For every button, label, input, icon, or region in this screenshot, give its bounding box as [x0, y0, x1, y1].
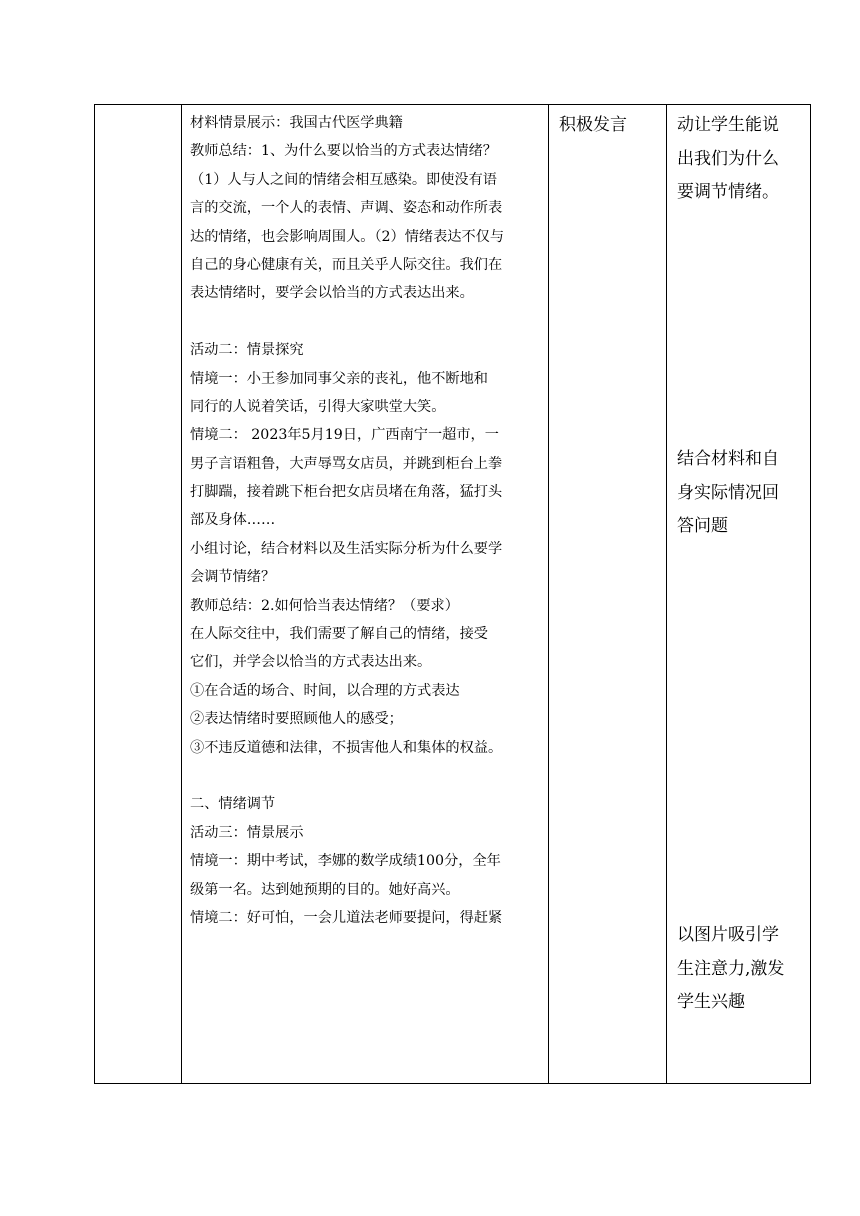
text-line: 活动二：情景探究 — [190, 342, 304, 359]
student-activity-cell — [549, 105, 667, 1084]
student-activity-text: 积极发言 — [559, 115, 627, 135]
design-intent-line: 生注意力,激发 — [677, 958, 785, 979]
section-column-cell — [95, 105, 182, 1084]
teacher-activity-text — [190, 109, 542, 932]
text-line: ②表达情绪时要照顾他人的感受； — [190, 711, 403, 728]
text-line: 二、情绪调节 — [190, 796, 276, 813]
text-line: 会调节情绪？ — [190, 569, 276, 586]
text-line: 活动三：情景展示 — [190, 824, 304, 841]
design-intent-line: 学生兴趣 — [677, 992, 745, 1012]
text-line: 材料情景展示：我国古代医学典籍 — [190, 115, 403, 131]
design-intent-block-3 — [677, 919, 793, 1020]
blank-line — [190, 308, 542, 336]
text-line: （1）人与人之间的情绪会相互感染。即使没有语 — [190, 171, 497, 188]
text-line: 情境二：好可怕，一会儿道法老师要提问，得赶紧 — [190, 909, 503, 926]
lesson-plan-table — [94, 104, 811, 1084]
design-intent-line: 出我们为什么 — [677, 148, 779, 169]
text-line: 言的交流，一个人的表情、声调、姿态和动作所表 — [190, 200, 503, 217]
design-intent-line: 答问题 — [677, 516, 728, 536]
text-line: 同行的人说着笑话，引得大家哄堂大笑。 — [190, 398, 446, 415]
text-line: 小组讨论，结合材料以及生活实际分析为什么要学 — [190, 540, 503, 557]
text-line: 达的情绪，也会影响周围人。（2）情绪表达不仅与 — [190, 228, 505, 245]
text-line: 它们，并学会以恰当的方式表达出来。 — [190, 654, 432, 671]
table-row — [95, 105, 811, 1084]
design-intent-line: 以图片吸引学 — [677, 925, 779, 945]
text-line: 教师总结：1、为什么要以恰当的方式表达情绪？ — [190, 143, 497, 160]
text-line: 男子言语粗鲁，大声辱骂女店员，并跳到柜台上拳 — [190, 455, 503, 472]
text-line: 自己的身心健康有关，而且关乎人际交往。我们在 — [190, 256, 503, 273]
design-intent-line: 要调节情绪。 — [677, 182, 779, 202]
design-intent-line: 结合材料和自 — [677, 449, 779, 469]
text-line: 打脚踹，接着跳下柜台把女店员堵在角落，猛打头 — [190, 484, 503, 501]
design-intent-block-2 — [677, 443, 793, 544]
design-intent-line: 动让学生能说 — [677, 115, 779, 135]
text-line: 在人际交往中，我们需要了解自己的情绪，接受 — [190, 626, 488, 643]
text-line: 教师总结：2.如何恰当表达情绪？（要求） — [190, 597, 459, 614]
blank-line — [190, 762, 542, 790]
text-line: 情境一：小王参加同事父亲的丧礼，他不断地和 — [190, 370, 488, 387]
text-line: 情境一：期中考试，李娜的数学成绩100分，全年 — [190, 853, 501, 870]
text-line: 表达情绪时，要学会以恰当的方式表达出来。 — [190, 285, 474, 302]
text-line: ③不违反道德和法律，不损害他人和集体的权益。 — [190, 739, 503, 756]
design-intent-line: 身实际情况回 — [677, 482, 779, 503]
text-line: 部及身体…… — [190, 512, 276, 529]
text-line: 情境二： 2023年5月19日，广西南宁一超市，一 — [190, 427, 499, 444]
text-line: ①在合适的场合、时间，以合理的方式表达 — [190, 682, 460, 699]
design-intent-cell — [667, 105, 811, 1084]
teacher-activity-cell — [182, 105, 549, 1084]
design-intent-block-1 — [677, 109, 793, 210]
text-line: 级第一名。达到她预期的目的。她好高兴。 — [190, 881, 460, 898]
